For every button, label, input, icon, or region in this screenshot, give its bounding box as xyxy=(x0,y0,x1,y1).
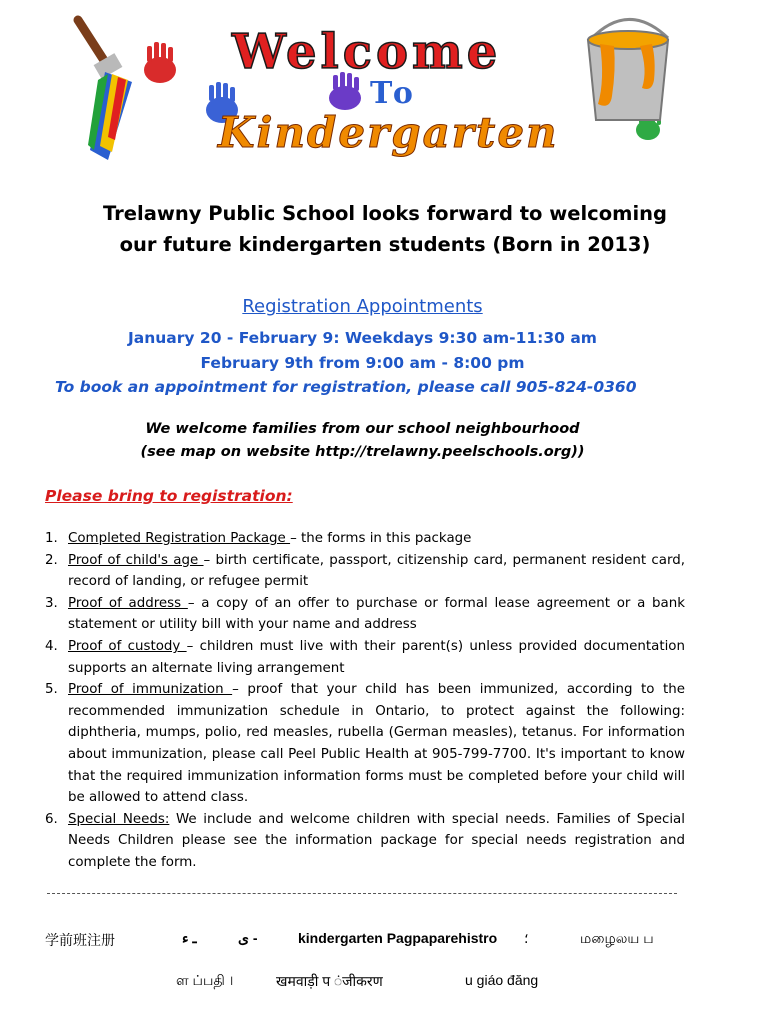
item-term: Proof of custody xyxy=(68,638,187,654)
booking-info: To book an appointment for registration, please call 905-824-0360 xyxy=(55,378,637,396)
list-item xyxy=(45,636,685,679)
paint-bucket-icon xyxy=(588,19,668,120)
banner-word-to: To xyxy=(370,76,417,111)
item-text: – proof that your child has been immunized, according to the recommended immunization schedule in Ontario, to protect against the following: diphtheria, mumps, polio, red measles, rubella (German measles), tetanus. For information about immunization, please call Peel Public Health at 905-799-7700. It's important to know that the required immunization information forms must be completed before your child will be allowed to attend class. xyxy=(68,682,685,806)
item-text: We include and welcome children with special needs. Families of Special Needs Children please see the information package for special needs registration and complete the form. xyxy=(68,811,685,870)
headline-line-1: Trelawny Public School looks forward to welcoming xyxy=(103,202,667,225)
item-term: Proof of immunization xyxy=(68,682,233,698)
item-term: Proof of address xyxy=(68,595,188,611)
item-text: – birth certificate, passport, citizenship card, permanent resident card, record of landing, or refugee permit xyxy=(68,552,685,590)
item-term: Proof of child's age xyxy=(68,552,204,568)
banner-word-kindergarten: Kindergarten xyxy=(218,108,559,157)
registration-dates-1: January 20 - February 9: Weekdays 9:30 am-11:30 am xyxy=(128,329,597,347)
item-number: 3. xyxy=(45,595,58,611)
list-item xyxy=(45,550,685,593)
item-term: Completed Registration Package xyxy=(68,531,291,546)
banner-word-welcome: Welcome xyxy=(232,24,502,80)
requirements-list xyxy=(45,528,685,874)
welcome-families-line-1: We welcome families from our school neighbourhood xyxy=(145,421,580,437)
footer-row2-a: ள ப்பதி । xyxy=(176,972,234,988)
list-item xyxy=(45,593,685,636)
paintbrush-icon xyxy=(78,20,132,160)
item-number: 4. xyxy=(45,638,58,654)
footer-symbols-1: ـ ء xyxy=(182,930,197,946)
footer-row2-b: खमवाड़ी प ंजीकरण xyxy=(276,973,383,989)
list-item xyxy=(45,679,685,809)
footer-symbols-2: ى - xyxy=(238,930,258,946)
footer-tagalog: kindergarten Pagpaparehistro xyxy=(298,930,498,946)
item-text: – a copy of an offer to purchase or formal lease agreement or a bank statement or utility bill with your name and address xyxy=(68,595,685,633)
footer-tamil: மழைலய ப xyxy=(580,930,654,946)
item-text: – the forms in this package xyxy=(290,531,472,546)
headline xyxy=(40,198,730,260)
item-number: 2. xyxy=(45,552,58,568)
item-number: 1. xyxy=(45,531,58,546)
welcome-banner xyxy=(0,0,770,180)
item-term: Special Needs: xyxy=(68,811,170,827)
list-item xyxy=(45,809,685,874)
registration-title: Registration Appointments xyxy=(242,296,483,317)
list-item xyxy=(45,528,685,550)
registration-dates-2: February 9th from 9:00 am - 8:00 pm xyxy=(200,354,525,372)
item-number: 5. xyxy=(45,682,58,698)
dashed-divider xyxy=(47,893,677,894)
footer-vietnamese: u giáo đăng xyxy=(465,972,539,988)
footer-symbols-3: ؛ xyxy=(524,930,529,946)
item-number: 6. xyxy=(45,811,58,827)
welcome-families-line-2: (see map on website http://trelawny.peelschools.org)) xyxy=(140,444,585,460)
item-text: – children must live with their parent(s) unless provided documentation supports an alternate living arrangement xyxy=(68,638,685,676)
headline-line-2: our future kindergarten students (Born in 2013) xyxy=(119,233,651,256)
footer-chinese: 学前班注册 xyxy=(45,932,115,948)
bring-heading: Please bring to registration: xyxy=(45,487,293,505)
